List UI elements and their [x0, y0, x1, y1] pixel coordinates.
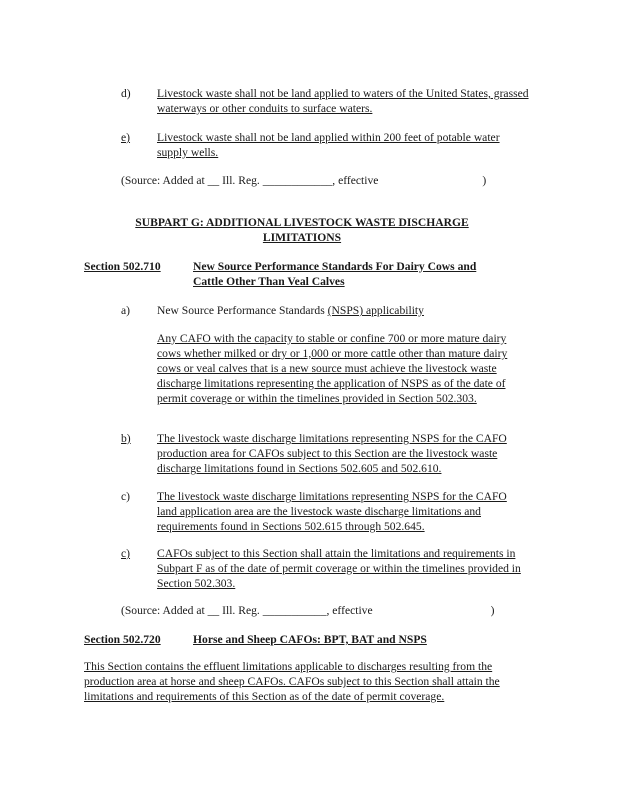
subpart-heading-line1: SUBPART G: ADDITIONAL LIVESTOCK WASTE DISCHARGE [135, 216, 469, 229]
item-b-label: b) [121, 432, 131, 445]
item-e-text: Livestock waste shall not be land applied within 200 feet of potable water supply wells. [157, 131, 500, 159]
item-c2-label: c) [121, 547, 131, 560]
item-d-text: Livestock waste shall not be land applied to waters of the United States, grassed waterways or other conduits to surface waters. [157, 87, 529, 115]
section-710-title: New Source Performance Standards For Dairy Cows and Cattle Other Than Veal Calves [193, 260, 477, 288]
subpart-heading-line2: LIMITATIONS [262, 231, 342, 244]
item-a-label: a) [121, 304, 131, 317]
source-note-2: (Source: Added at __ Ill. Reg. ___________, effective ) [121, 604, 495, 617]
source-note-1: (Source: Added at __ Ill. Reg. ____________, effective ) [121, 174, 487, 187]
item-d-label: d) [121, 87, 131, 100]
item-c-text: The livestock waste discharge limitations representing NSPS for the CAFO land application area are the livestock waste discharge limitations and requirements found in Sections 502.615 through 502.645. [157, 490, 507, 533]
item-a-body: Any CAFO with the capacity to stable or confine 700 or more mature dairy cows whether milked or dry or 1,000 or more cattle other than mature dairy cows or veal calves that is a new source must achieve the livestock waste discharge limitations representing the application of NSPS as of the date of permit coverage or within the timelines provided in Section 502.303. [157, 332, 508, 405]
item-b-text: The livestock waste discharge limitations representing NSPS for the CAFO production area for CAFOs subject to this Section are the livestock waste discharge limitations found in Sections 502.605 and 502.610. [157, 432, 507, 475]
subpart-heading [60, 215, 544, 245]
section-720-number: Section 502.720 [84, 633, 161, 646]
item-c-label: c) [121, 490, 131, 503]
section-720-body: This Section contains the effluent limitations applicable to discharges resulting from the production area at horse and sheep CAFOs. CAFOs subject to this Section shall attain the limitations and requirements of this Section as of the date of permit coverage. [84, 660, 500, 703]
item-e-label: e) [121, 131, 131, 144]
section-720-title: Horse and Sheep CAFOs: BPT, BAT and NSPS [193, 633, 427, 646]
item-c2-text: CAFOs subject to this Section shall attain the limitations and requirements in Subpart F as of the date of permit coverage or within the timelines provided in Section 502.303. [157, 547, 521, 590]
section-710-number: Section 502.710 [84, 260, 161, 273]
item-a-heading: New Source Performance Standards (NSPS) applicability [157, 304, 424, 317]
